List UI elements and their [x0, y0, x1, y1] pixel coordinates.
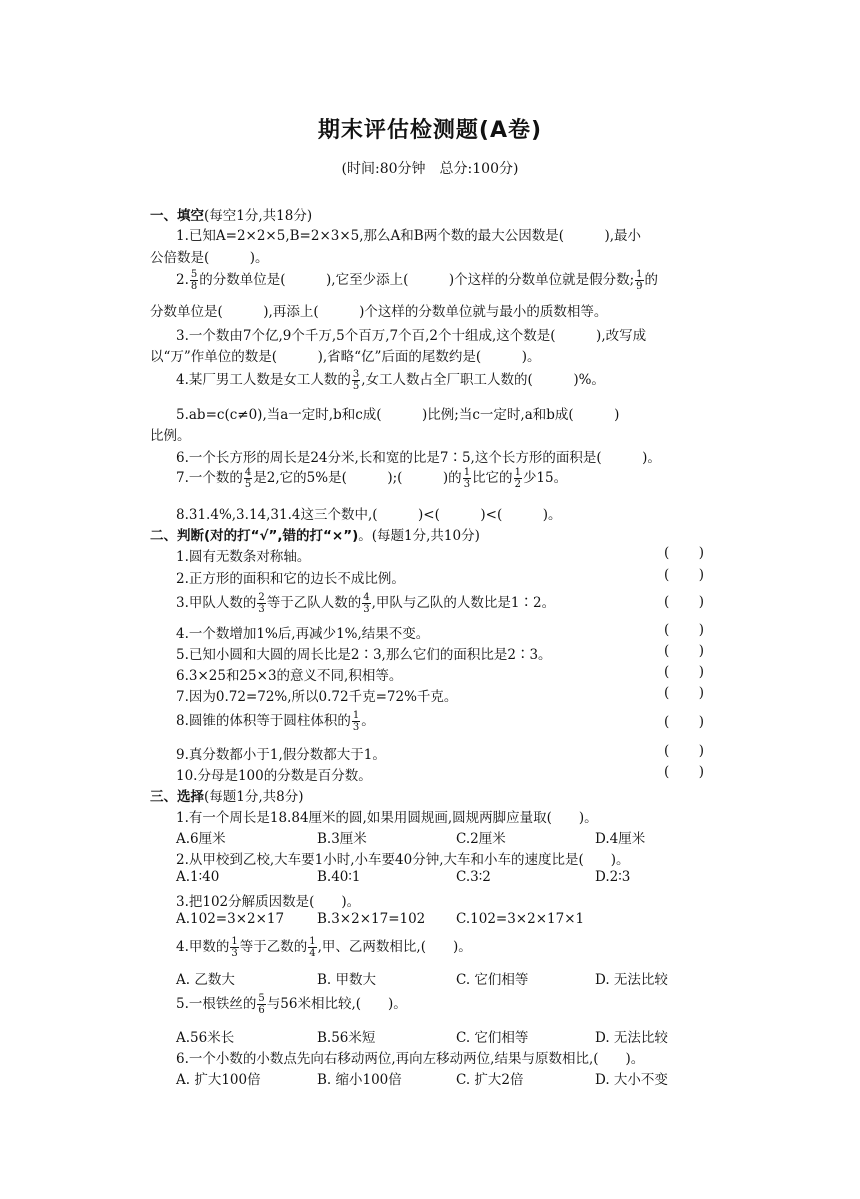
answer-paren[interactable]: ( )	[664, 664, 704, 680]
judge-10: 10.分母是100的分数是百分数。	[176, 768, 372, 784]
q1-8: 8.31.4%,3.14,31.4这三个数中,( )<( )<( )。	[176, 507, 562, 523]
answer-paren[interactable]: ( )	[664, 622, 704, 638]
q1-5-line-2: 比例。	[150, 428, 191, 444]
answer-paren[interactable]: ( )	[664, 743, 704, 759]
section-2-heading: 二、判断(对的打“√”,错的打“×”)。(每题1分,共10分)	[150, 528, 480, 544]
judge-5: 5.已知小圆和大圆的周长比是2∶3,那么它们的面积比是2∶3。	[176, 647, 552, 663]
option-b[interactable]: B. 缩小100倍	[317, 1072, 402, 1088]
q1-7: 7.一个数的 $\frac{4}{5}$ 是2,它的5%是( );( )的 $\frac{1}{3}$ 比它的 $\frac{1}{2}$ 少15。	[176, 467, 568, 490]
option-d[interactable]: D. 无法比较	[595, 972, 668, 988]
page-title: 期末评估检测题(A卷)	[317, 118, 543, 143]
option-c[interactable]: C. 扩大2倍	[456, 1072, 524, 1088]
option-c[interactable]: C.2厘米	[456, 831, 506, 847]
option-b[interactable]: B.40∶1	[317, 869, 361, 885]
q1-2-line-1: 2. $\frac{5}{8}$ 的分数单位是( ),它至少添上( )个这样的分数单位就是假分数; $\frac{1}{9}$ 的	[176, 269, 659, 292]
judge-9: 9.真分数都小于1,假分数都大于1。	[176, 747, 386, 763]
q1-1-line-1: 1.已知A=2×2×5,B=2×3×5,那么A和B两个数的最大公因数是( ),最小	[176, 228, 642, 244]
option-a[interactable]: A.56米长	[176, 1030, 235, 1046]
option-b[interactable]: B.56米短	[317, 1030, 376, 1046]
option-c[interactable]: C.102=3×2×17×1	[456, 911, 585, 927]
option-b[interactable]: B. 甲数大	[317, 972, 377, 988]
option-a[interactable]: A. 扩大100倍	[176, 1072, 261, 1088]
option-c[interactable]: C. 它们相等	[456, 972, 529, 988]
answer-paren[interactable]: ( )	[664, 685, 704, 701]
fraction: $\frac{4}{5}$	[244, 467, 252, 490]
q1-4: 4.某厂男工人数是女工人数的 $\frac{3}{5}$ ,女工人数占全厂职工人数的( )%。	[176, 369, 605, 392]
judge-7: 7.因为0.72=72%,所以0.72千克=72%千克。	[176, 689, 458, 705]
fraction: $\frac{1}{4}$	[309, 936, 316, 959]
fraction: $\frac{2}{3}$	[258, 592, 265, 615]
option-a[interactable]: A. 乙数大	[176, 972, 235, 988]
option-c[interactable]: C.3∶2	[456, 869, 491, 885]
q1-5-line-1: 5.ab=c(c≠0),当a一定时,b和c成( )比例;当c一定时,a和b成( )	[176, 407, 620, 423]
choice-1: 1.有一个周长是18.84厘米的圆,如果用圆规画,圆规两脚应量取( )。	[176, 810, 598, 826]
fraction: $\frac{5}{6}$	[258, 993, 265, 1016]
option-d[interactable]: D.2∶3	[595, 869, 631, 885]
judge-1: 1.圆有无数条对称轴。	[176, 549, 311, 565]
option-d[interactable]: D. 无法比较	[595, 1030, 668, 1046]
fraction: $\frac{3}{5}$	[352, 369, 360, 392]
option-a[interactable]: A.1∶40	[176, 869, 220, 885]
section-1-heading: 一、填空(每空1分,共18分)	[150, 208, 313, 224]
answer-paren[interactable]: ( )	[664, 643, 704, 659]
choice-2: 2.从甲校到乙校,大车要1小时,小车要40分钟,大车和小车的速度比是( )。	[176, 852, 630, 868]
choice-3: 3.把102分解质因数是( )。	[176, 894, 361, 910]
fraction: $\frac{4}{3}$	[363, 592, 370, 615]
q1-6: 6.一个长方形的周长是24分米,长和宽的比是7∶5,这个长方形的面积是( )。	[176, 450, 661, 466]
answer-paren[interactable]: ( )	[664, 714, 704, 730]
option-b[interactable]: B.3厘米	[317, 831, 367, 847]
choice-5: 5.一根铁丝的 $\frac{5}{6}$ 与56米相比较,( )。	[176, 993, 407, 1016]
option-d[interactable]: D.4厘米	[595, 831, 646, 847]
fraction: $\frac{1}{2}$	[514, 467, 521, 490]
section-3-heading: 三、选择(每题1分,共8分)	[150, 789, 304, 805]
q1-1-line-2: 公倍数是( )。	[150, 250, 269, 266]
judge-4: 4.一个数增加1%后,再减少1%,结果不变。	[176, 626, 430, 642]
fraction: $\frac{1}{3}$	[463, 467, 471, 490]
choice-4: 4.甲数的 $\frac{1}{3}$ 等于乙数的 $\frac{1}{4}$ ,甲、乙两数相比,( )。	[176, 936, 472, 959]
judge-3: 3.甲队人数的 $\frac{2}{3}$ 等于乙队人数的 $\frac{4}{3}$ ,甲队与乙队的人数比是1∶2。	[176, 592, 556, 615]
judge-8: 8.圆锥的体积等于圆柱体积的 $\frac{1}{3}$ 。	[176, 710, 375, 733]
answer-paren[interactable]: ( )	[664, 594, 704, 610]
judge-6: 6.3×25和25×3的意义不同,积相等。	[176, 668, 403, 684]
option-c[interactable]: C. 它们相等	[456, 1030, 529, 1046]
option-a[interactable]: A.102=3×2×17	[176, 911, 285, 927]
option-b[interactable]: B.3×2×17=102	[317, 911, 426, 927]
option-a[interactable]: A.6厘米	[176, 831, 226, 847]
answer-paren[interactable]: ( )	[664, 764, 704, 780]
answer-paren[interactable]: ( )	[664, 567, 704, 583]
q1-2-line-2: 分数单位是( ),再添上( )个这样的分数单位就与最小的质数相等。	[150, 304, 608, 320]
option-d[interactable]: D. 大小不变	[595, 1072, 668, 1088]
q1-3-line-1: 3.一个数由7个亿,9个千万,5个百万,7个百,2个十组成,这个数是( ),改写成	[176, 328, 647, 344]
fraction: $\frac{1}{3}$	[231, 936, 238, 959]
fraction: $\frac{5}{8}$	[190, 269, 198, 292]
fraction: $\frac{1}{3}$	[352, 710, 360, 733]
q1-3-line-2: 以“万”作单位的数是( ),省略“亿”后面的尾数约是( )。	[150, 349, 541, 365]
answer-paren[interactable]: ( )	[664, 545, 704, 561]
exam-info: (时间:80分钟 总分:100分)	[341, 161, 519, 177]
choice-6: 6.一个小数的小数点先向右移动两位,再向左移动两位,结果与原数相比,( )。	[176, 1051, 645, 1067]
judge-2: 2.正方形的面积和它的边长不成比例。	[176, 571, 405, 587]
fraction: $\frac{1}{9}$	[636, 269, 643, 292]
